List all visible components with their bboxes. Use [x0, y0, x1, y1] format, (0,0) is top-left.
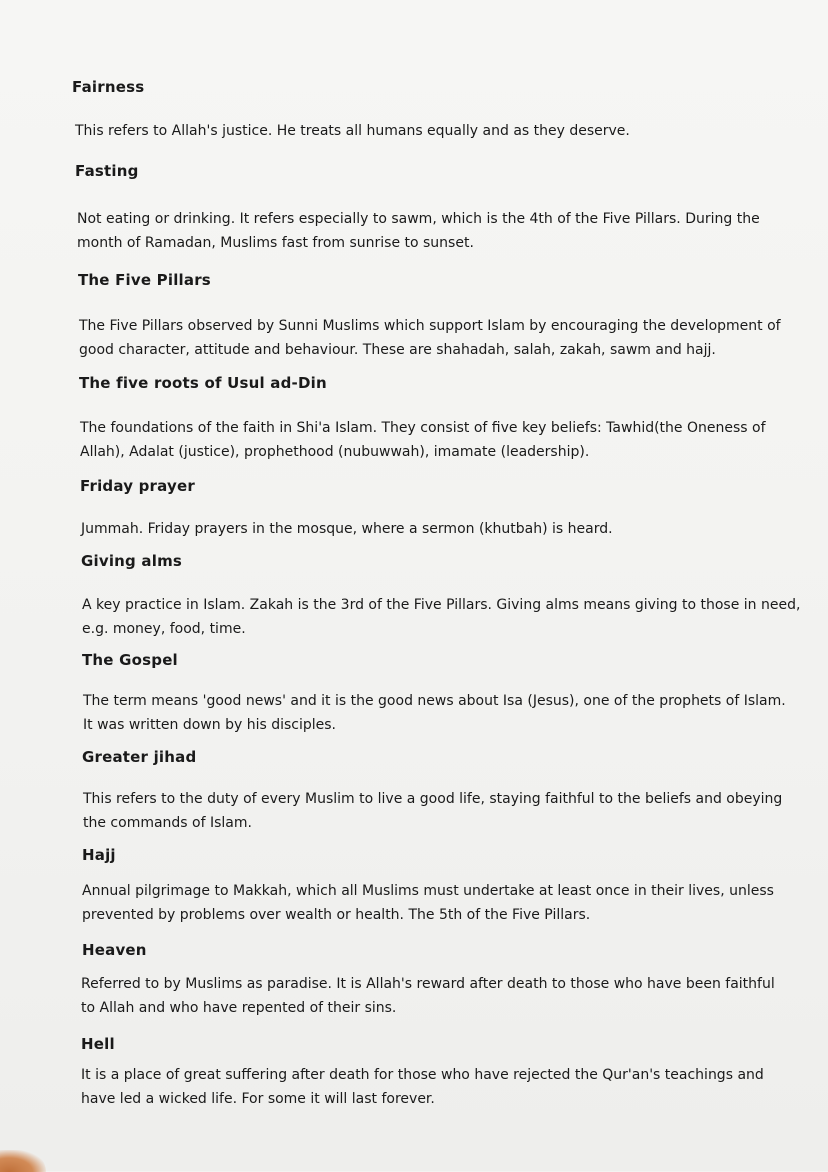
- definition-line: A key practice in Islam. Zakah is the 3rd of the Five Pillars. Giving alms means giving to those in need,: [82, 597, 801, 613]
- definition-line: Jummah. Friday prayers in the mosque, where a sermon (khutbah) is heard.: [81, 521, 613, 537]
- term-heading: The Gospel: [82, 651, 178, 669]
- term-heading: Giving alms: [81, 552, 183, 570]
- definition-line: the commands of Islam.: [83, 815, 252, 831]
- definition-line: have led a wicked life. For some it will last forever.: [81, 1091, 435, 1107]
- definition-line: The Five Pillars observed by Sunni Muslims which support Islam by encouraging the development of: [79, 318, 781, 334]
- term-heading: Fairness: [72, 78, 145, 96]
- term-definition: [81, 972, 775, 1020]
- term-definition: [77, 207, 760, 255]
- definition-line: It was written down by his disciples.: [83, 717, 336, 733]
- definition-line: Referred to by Muslims as paradise. It is Allah's reward after death to those who have been faithful: [81, 976, 775, 992]
- definition-line: This refers to Allah's justice. He treats all humans equally and as they deserve.: [75, 123, 630, 139]
- definition-line: Not eating or drinking. It refers especially to sawm, which is the 4th of the Five Pillars. During the: [77, 211, 760, 227]
- definition-line: The foundations of the faith in Shi'a Islam. They consist of five key beliefs: Tawhid(the Oneness of: [80, 420, 766, 436]
- term-heading: Hell: [81, 1035, 115, 1053]
- term-definition: [75, 119, 630, 143]
- term-heading: Heaven: [82, 941, 147, 959]
- definition-line: e.g. money, food, time.: [82, 621, 246, 637]
- term-heading: Greater jihad: [82, 748, 197, 766]
- definition-line: The term means 'good news' and it is the good news about Isa (Jesus), one of the prophets of Islam.: [83, 693, 786, 709]
- definition-line: This refers to the duty of every Muslim to live a good life, staying faithful to the beliefs and obeying: [83, 791, 783, 807]
- page-corner-shadow: [0, 1150, 46, 1172]
- definition-line: Annual pilgrimage to Makkah, which all Muslims must undertake at least once in their lives, unless: [82, 883, 774, 899]
- term-definition: [83, 689, 786, 737]
- term-heading: The Five Pillars: [78, 271, 211, 289]
- term-definition: [83, 787, 782, 835]
- term-heading: Friday prayer: [80, 477, 195, 495]
- definition-line: Allah), Adalat (justice), prophethood (nubuwwah), imamate (leadership).: [80, 444, 590, 460]
- definition-line: It is a place of great suffering after death for those who have rejected the Qur'an's teachings and: [81, 1067, 764, 1083]
- term-definition: [82, 879, 774, 927]
- term-definition: [82, 593, 800, 641]
- term-heading: Hajj: [82, 846, 116, 864]
- definition-line: good character, attitude and behaviour. These are shahadah, salah, zakah, sawm and hajj.: [79, 342, 716, 358]
- term-definition: [79, 314, 781, 362]
- term-definition: [81, 1063, 764, 1111]
- definition-line: to Allah and who have repented of their sins.: [81, 1000, 397, 1016]
- term-heading: The five roots of Usul ad-Din: [79, 374, 327, 392]
- definition-line: prevented by problems over wealth or health. The 5th of the Five Pillars.: [82, 907, 591, 923]
- definition-line: month of Ramadan, Muslims fast from sunrise to sunset.: [77, 235, 474, 251]
- term-definition: [81, 517, 613, 541]
- term-heading: Fasting: [75, 162, 139, 180]
- term-definition: [80, 416, 766, 464]
